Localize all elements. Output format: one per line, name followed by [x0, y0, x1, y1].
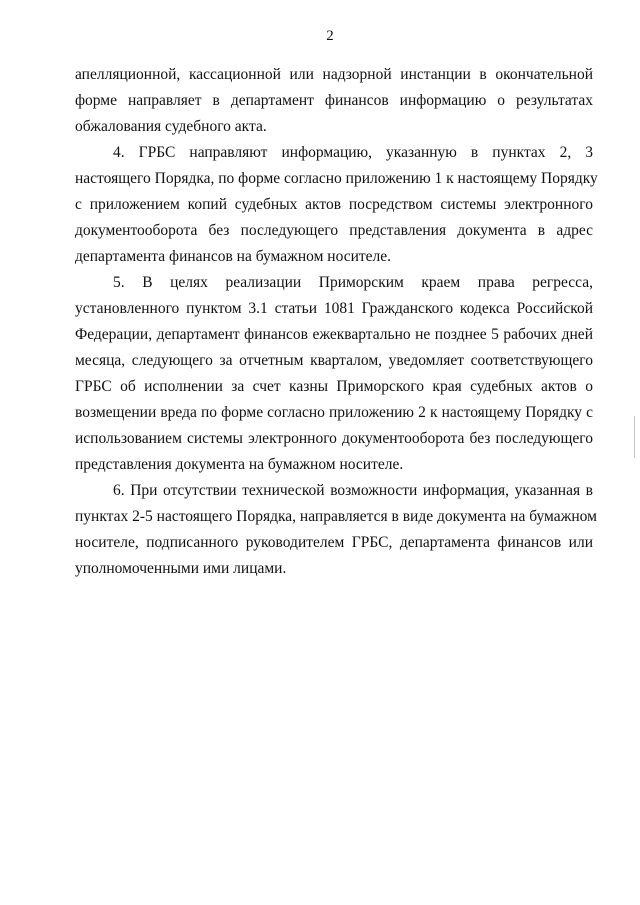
- text-line: обжалования судебного акта.: [75, 118, 267, 135]
- text-line: установленного пунктом 3.1 статьи 1081 Гражданского кодекса Российской: [75, 300, 593, 317]
- text-line: уполномоченными ими лицами.: [75, 560, 287, 577]
- text-line: ГРБС об исполнении за счет казны Приморского края судебных актов о: [75, 378, 593, 395]
- text-line: форме направляет в департамент финансов информацию о результатах: [75, 92, 593, 109]
- text-line: месяца, следующего за отчетным кварталом, уведомляет соответствующего: [75, 352, 593, 369]
- page-number: 2: [326, 28, 334, 44]
- text-line: возмещении вреда по форме согласно приложению 2 к настоящему Порядку с: [75, 404, 593, 421]
- text-line: документооборота без последующего представления документа в адрес: [75, 222, 593, 239]
- text-line: представления документа на бумажном носителе.: [75, 456, 404, 473]
- paragraph-4-first-line: 4. ГРБС направляют информацию, указанную в пунктах 2, 3: [113, 144, 593, 161]
- text-line: использованием системы электронного документооборота без последующего: [75, 430, 593, 447]
- paragraph-5-first-line: 5. В целях реализации Приморским краем права регресса,: [113, 274, 593, 291]
- text-line: департамента финансов на бумажном носителе.: [75, 248, 392, 265]
- text-line: настоящего Порядка, по форме согласно приложению 1 к настоящему Порядку: [75, 170, 598, 187]
- scan-margin-mark: [634, 416, 635, 458]
- text-line: пунктах 2-5 настоящего Порядка, направляется в виде документа на бумажном: [75, 508, 597, 525]
- text-line: с приложением копий судебных актов посредством системы электронного: [75, 196, 593, 213]
- paragraph-6-first-line: 6. При отсутствии технической возможности информация, указанная в: [113, 482, 593, 499]
- text-line: Федерации, департамент финансов ежеквартально не позднее 5 рабочих дней: [75, 326, 593, 343]
- text-line: носителе, подписанного руководителем ГРБС, департамента финансов или: [75, 534, 593, 551]
- text-line: апелляционной, кассационной или надзорной инстанции в окончательной: [75, 66, 593, 83]
